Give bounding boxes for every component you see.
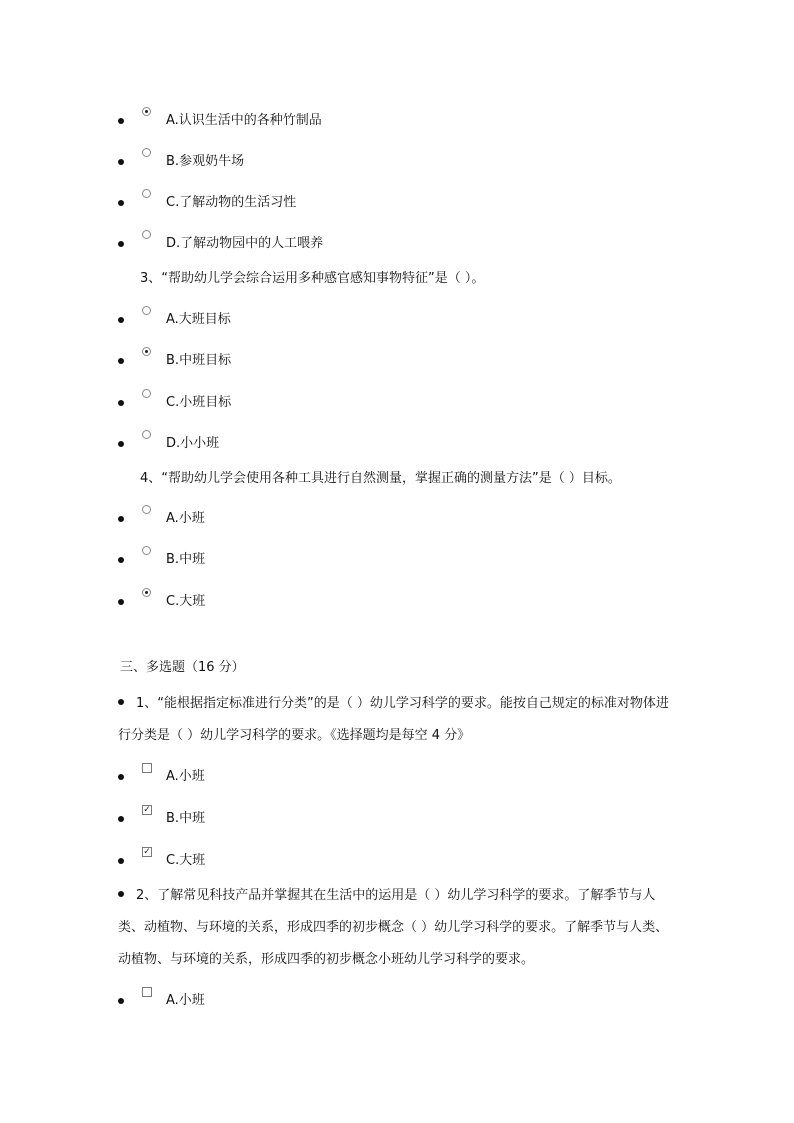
option-letter: B.	[166, 811, 180, 826]
checkbox-icon[interactable]	[142, 763, 152, 773]
option-label: 中班目标	[179, 353, 232, 368]
option-letter: C.	[166, 195, 180, 210]
checkbox-checked-icon[interactable]: ✓	[143, 805, 151, 815]
option-label: 大班	[179, 853, 206, 868]
radio-icon[interactable]	[142, 505, 151, 514]
bullet-icon	[118, 599, 124, 605]
question-text: 4、“帮助幼儿学会使用各种工具进行自然测量，掌握正确的测量方法”是（ ）目标。	[140, 471, 621, 486]
option-label: 小班	[178, 993, 205, 1008]
radio-checked-icon[interactable]	[142, 347, 151, 356]
radio-icon[interactable]	[142, 430, 151, 439]
option-letter: A.	[166, 113, 179, 128]
option-label: 中班	[179, 552, 206, 567]
bullet-icon	[118, 891, 124, 897]
option-label: 大班	[179, 594, 206, 609]
option-letter: A.	[166, 312, 179, 327]
option-letter: B.	[166, 552, 180, 567]
bullet-icon	[118, 858, 124, 864]
option-label: 小班	[178, 511, 205, 526]
radio-icon[interactable]	[142, 230, 151, 239]
option-letter: C.	[166, 594, 180, 609]
radio-icon[interactable]	[142, 148, 151, 157]
option-label: 了解动物园中的人工喂养	[180, 236, 324, 251]
checkbox-icon[interactable]	[142, 987, 152, 997]
option-letter: C.	[166, 395, 180, 410]
option-label: 小班	[178, 769, 205, 784]
bullet-icon	[118, 118, 124, 124]
bullet-icon	[118, 557, 124, 563]
option-label: 了解动物的生活习性	[179, 195, 297, 210]
bullet-icon	[118, 241, 124, 247]
radio-icon[interactable]	[142, 389, 151, 398]
bullet-icon	[118, 200, 124, 206]
option-letter: B.	[166, 353, 180, 368]
bullet-icon	[118, 159, 124, 165]
question-text: 3、“帮助幼儿学会综合运用多种感官感知事物特征”是（ ）。	[140, 271, 485, 286]
bullet-icon	[118, 516, 124, 522]
bullet-icon	[118, 699, 124, 705]
bullet-icon	[118, 441, 124, 447]
radio-icon[interactable]	[142, 306, 151, 315]
radio-icon[interactable]	[142, 546, 151, 555]
option-label: 参观奶牛场	[179, 154, 245, 169]
bullet-icon	[118, 816, 124, 822]
option-letter: D.	[166, 236, 181, 251]
option-letter: A.	[166, 993, 179, 1008]
question-text: 2、了解常见科技产品并掌握其在生活中的运用是（ ）幼儿学习科学的要求。了解季节与人类、动植物、与环境的关系，形成四季的初步概念（ ）幼儿学习科学的要求。了解季节与人类、动植物、与环境的关系，形成四季的初步概念小班幼儿学习科学的要求。	[118, 888, 669, 967]
bullet-icon	[118, 998, 124, 1004]
checkbox-checked-icon[interactable]: ✓	[143, 847, 151, 857]
bullet-icon	[118, 774, 124, 780]
option-letter: B.	[166, 154, 180, 169]
radio-checked-icon[interactable]	[142, 107, 151, 116]
option-letter: A.	[166, 511, 179, 526]
option-label: 小班目标	[179, 395, 232, 410]
question-text: 1、“能根据指定标准进行分类”的是（ ）幼儿学习科学的要求。能按自己规定的标准对物体进行分类是（ ）幼儿学习科学的要求。《选择题均是每空 4 分》	[118, 696, 669, 743]
option-label: 认识生活中的各种竹制品	[178, 113, 322, 128]
multi-question-1	[118, 688, 678, 752]
option-letter: C.	[166, 853, 180, 868]
option-label: 中班	[179, 811, 206, 826]
multi-question-2	[118, 880, 678, 976]
section-title: 三、多选题（16 分）	[120, 660, 245, 675]
option-label: 大班目标	[178, 312, 231, 327]
option-letter: A.	[166, 769, 179, 784]
bullet-icon	[118, 400, 124, 406]
option-label: 小小班	[180, 436, 220, 451]
bullet-icon	[118, 317, 124, 323]
bullet-icon	[118, 358, 124, 364]
option-letter: D.	[166, 436, 181, 451]
radio-icon[interactable]	[142, 189, 151, 198]
radio-checked-icon[interactable]	[142, 588, 151, 597]
